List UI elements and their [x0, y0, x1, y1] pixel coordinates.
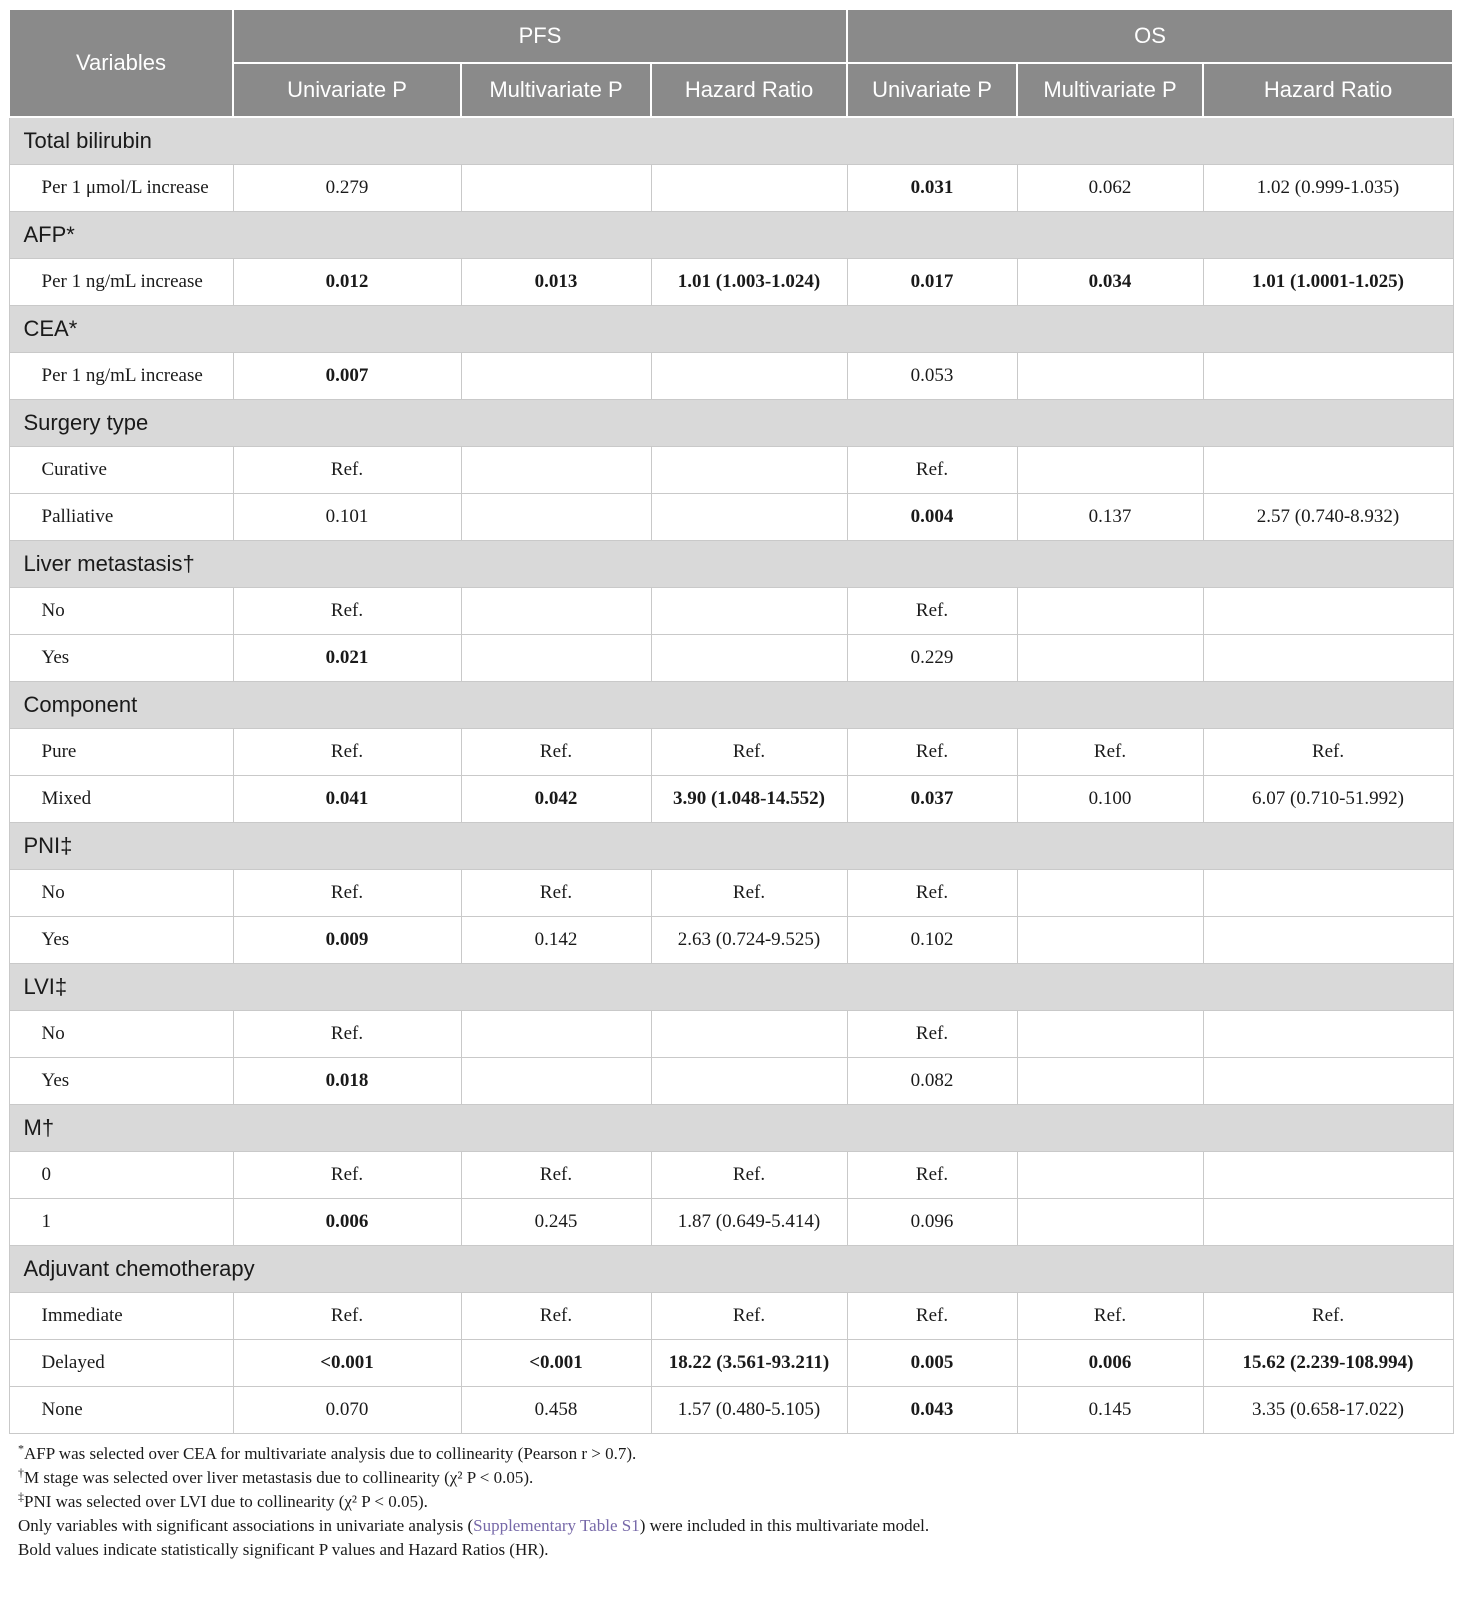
table-row [9, 447, 1453, 494]
value-cell: 0.229 [847, 635, 1017, 682]
row-label: No [9, 1011, 233, 1058]
value-cell: Ref. [233, 1011, 461, 1058]
value-cell: Ref. [847, 870, 1017, 917]
value-cell [1203, 1058, 1453, 1105]
value-cell [1017, 1058, 1203, 1105]
value-cell: 0.053 [847, 353, 1017, 400]
value-cell [651, 1011, 847, 1058]
value-cell: 0.101 [233, 494, 461, 541]
value-cell: Ref. [461, 1293, 651, 1340]
value-cell: 0.017 [847, 259, 1017, 306]
value-cell [1017, 870, 1203, 917]
footnotes [8, 1434, 1452, 1582]
table-row [9, 1199, 1453, 1246]
value-cell: 2.63 (0.724-9.525) [651, 917, 847, 964]
value-cell [651, 494, 847, 541]
value-cell: 0.021 [233, 635, 461, 682]
footnote-line: Bold values indicate statistically significant P values and Hazard Ratios (HR). [18, 1540, 549, 1559]
value-cell: 0.062 [1017, 165, 1203, 212]
value-cell [1017, 1152, 1203, 1199]
value-cell: 1.01 (1.0001-1.025) [1203, 259, 1453, 306]
value-cell [461, 635, 651, 682]
value-cell [1017, 353, 1203, 400]
value-cell: 0.102 [847, 917, 1017, 964]
value-cell: 0.013 [461, 259, 651, 306]
value-cell: Ref. [461, 729, 651, 776]
table-row [9, 259, 1453, 306]
value-cell: 3.90 (1.048-14.552) [651, 776, 847, 823]
value-cell: 1.01 (1.003-1.024) [651, 259, 847, 306]
value-cell [461, 1011, 651, 1058]
footnote-marker: † [18, 1465, 24, 1480]
value-cell: Ref. [233, 870, 461, 917]
table-header [9, 9, 1453, 117]
row-label: Yes [9, 917, 233, 964]
section-row [9, 1246, 1453, 1293]
value-cell [1017, 447, 1203, 494]
value-cell: 1.02 (0.999-1.035) [1203, 165, 1453, 212]
value-cell: 0.034 [1017, 259, 1203, 306]
value-cell [1203, 917, 1453, 964]
value-cell [1017, 635, 1203, 682]
value-cell [651, 165, 847, 212]
row-label: Palliative [9, 494, 233, 541]
section-row [9, 541, 1453, 588]
section-title: M† [9, 1105, 1453, 1152]
value-cell: 0.031 [847, 165, 1017, 212]
footnote-line: *AFP was selected over CEA for multivariate analysis due to collinearity (Pearson r > 0.7). [18, 1441, 637, 1463]
section-row [9, 306, 1453, 353]
section-row [9, 964, 1453, 1011]
row-label: Pure [9, 729, 233, 776]
supplementary-table-link[interactable]: Supplementary Table S1 [473, 1516, 640, 1535]
table-row [9, 1011, 1453, 1058]
value-cell: Ref. [233, 588, 461, 635]
section-title: Total bilirubin [9, 117, 1453, 165]
group-header-os: OS [847, 9, 1453, 63]
value-cell [1017, 1199, 1203, 1246]
row-label: No [9, 870, 233, 917]
row-label: 0 [9, 1152, 233, 1199]
value-cell: 1.87 (0.649-5.414) [651, 1199, 847, 1246]
section-row [9, 117, 1453, 165]
table-row [9, 1340, 1453, 1387]
value-cell: 0.245 [461, 1199, 651, 1246]
section-title: Liver metastasis† [9, 541, 1453, 588]
row-label: Delayed [9, 1340, 233, 1387]
row-label: 1 [9, 1199, 233, 1246]
value-cell: <0.001 [461, 1340, 651, 1387]
footnote-marker: ‡ [18, 1489, 24, 1504]
value-cell: Ref. [847, 1152, 1017, 1199]
column-header-pfs-univariate-p: Univariate P [233, 63, 461, 117]
value-cell: 0.004 [847, 494, 1017, 541]
value-cell [461, 165, 651, 212]
value-cell: 0.042 [461, 776, 651, 823]
section-row [9, 1105, 1453, 1152]
value-cell: 0.070 [233, 1387, 461, 1434]
table-row [9, 1293, 1453, 1340]
value-cell [1017, 917, 1203, 964]
column-header-os-multivariate-p: Multivariate P [1017, 63, 1203, 117]
section-row [9, 823, 1453, 870]
results-table [8, 8, 1454, 1434]
value-cell [1203, 1011, 1453, 1058]
value-cell: Ref. [1017, 729, 1203, 776]
row-label: Yes [9, 1058, 233, 1105]
value-cell [1203, 1199, 1453, 1246]
value-cell: 3.35 (0.658-17.022) [1203, 1387, 1453, 1434]
value-cell: 0.279 [233, 165, 461, 212]
value-cell: Ref. [461, 870, 651, 917]
row-label: Immediate [9, 1293, 233, 1340]
section-title: Surgery type [9, 400, 1453, 447]
table-row [9, 1152, 1453, 1199]
table-row [9, 917, 1453, 964]
value-cell: 0.043 [847, 1387, 1017, 1434]
value-cell [461, 353, 651, 400]
value-cell [651, 635, 847, 682]
table-row [9, 588, 1453, 635]
value-cell: Ref. [233, 1152, 461, 1199]
table-row [9, 1387, 1453, 1434]
value-cell: <0.001 [233, 1340, 461, 1387]
value-cell [1203, 635, 1453, 682]
table-row [9, 494, 1453, 541]
value-cell: Ref. [651, 1293, 847, 1340]
column-header-os-hazard-ratio: Hazard Ratio [1203, 63, 1453, 117]
value-cell [461, 447, 651, 494]
row-label: Curative [9, 447, 233, 494]
column-header-os-univariate-p: Univariate P [847, 63, 1017, 117]
value-cell [1203, 1152, 1453, 1199]
section-title: PNI‡ [9, 823, 1453, 870]
value-cell: 0.458 [461, 1387, 651, 1434]
value-cell: Ref. [651, 729, 847, 776]
group-header-pfs: PFS [233, 9, 847, 63]
column-header-variables: Variables [9, 9, 233, 117]
value-cell [651, 1058, 847, 1105]
value-cell: 0.145 [1017, 1387, 1203, 1434]
table-body [9, 117, 1453, 1434]
value-cell [461, 588, 651, 635]
table-row [9, 1058, 1453, 1105]
footnote-line: ‡PNI was selected over LVI due to collinearity (χ² P < 0.05). [18, 1489, 428, 1511]
table-row [9, 776, 1453, 823]
value-cell [1017, 1011, 1203, 1058]
value-cell: 0.012 [233, 259, 461, 306]
value-cell: 6.07 (0.710-51.992) [1203, 776, 1453, 823]
row-label: Per 1 ng/mL increase [9, 353, 233, 400]
value-cell: Ref. [1017, 1293, 1203, 1340]
value-cell [1203, 353, 1453, 400]
value-cell: 0.009 [233, 917, 461, 964]
value-cell [1203, 870, 1453, 917]
row-label: Mixed [9, 776, 233, 823]
table-row [9, 635, 1453, 682]
value-cell: 0.100 [1017, 776, 1203, 823]
footnote-line: †M stage was selected over liver metastasis due to collinearity (χ² P < 0.05). [18, 1465, 534, 1487]
row-label: None [9, 1387, 233, 1434]
value-cell: 0.096 [847, 1199, 1017, 1246]
value-cell: Ref. [651, 1152, 847, 1199]
table-row [9, 165, 1453, 212]
value-cell: Ref. [1203, 729, 1453, 776]
value-cell: Ref. [847, 729, 1017, 776]
value-cell: Ref. [847, 447, 1017, 494]
section-title: AFP* [9, 212, 1453, 259]
value-cell: Ref. [1203, 1293, 1453, 1340]
value-cell: Ref. [233, 447, 461, 494]
value-cell: 0.142 [461, 917, 651, 964]
value-cell: Ref. [233, 1293, 461, 1340]
value-cell [1203, 447, 1453, 494]
section-row [9, 682, 1453, 729]
value-cell [651, 447, 847, 494]
value-cell: Ref. [233, 729, 461, 776]
footnote-marker: * [18, 1441, 24, 1456]
value-cell: Ref. [847, 588, 1017, 635]
value-cell: 0.006 [1017, 1340, 1203, 1387]
table-row [9, 870, 1453, 917]
value-cell [1203, 588, 1453, 635]
value-cell: Ref. [651, 870, 847, 917]
value-cell: 1.57 (0.480-5.105) [651, 1387, 847, 1434]
value-cell: 0.041 [233, 776, 461, 823]
section-row [9, 400, 1453, 447]
row-label: Per 1 ng/mL increase [9, 259, 233, 306]
value-cell: 2.57 (0.740-8.932) [1203, 494, 1453, 541]
value-cell: 0.037 [847, 776, 1017, 823]
table-row [9, 353, 1453, 400]
row-label: Per 1 μmol/L increase [9, 165, 233, 212]
section-title: CEA* [9, 306, 1453, 353]
value-cell: 0.082 [847, 1058, 1017, 1105]
value-cell [1017, 588, 1203, 635]
value-cell: 0.005 [847, 1340, 1017, 1387]
value-cell: Ref. [847, 1293, 1017, 1340]
value-cell: 18.22 (3.561-93.211) [651, 1340, 847, 1387]
section-title: Adjuvant chemotherapy [9, 1246, 1453, 1293]
value-cell: Ref. [461, 1152, 651, 1199]
value-cell: 0.006 [233, 1199, 461, 1246]
table-row [9, 729, 1453, 776]
column-header-pfs-multivariate-p: Multivariate P [461, 63, 651, 117]
value-cell [651, 353, 847, 400]
value-cell: 0.137 [1017, 494, 1203, 541]
column-header-pfs-hazard-ratio: Hazard Ratio [651, 63, 847, 117]
value-cell: 0.018 [233, 1058, 461, 1105]
row-label: Yes [9, 635, 233, 682]
value-cell: 0.007 [233, 353, 461, 400]
value-cell: 15.62 (2.239-108.994) [1203, 1340, 1453, 1387]
row-label: No [9, 588, 233, 635]
value-cell [461, 494, 651, 541]
section-row [9, 212, 1453, 259]
footnote-line: Only variables with significant associations in univariate analysis (Supplementary Table S1) were included in this multivariate model. [18, 1516, 930, 1535]
value-cell [461, 1058, 651, 1105]
section-title: Component [9, 682, 1453, 729]
value-cell: Ref. [847, 1011, 1017, 1058]
section-title: LVI‡ [9, 964, 1453, 1011]
value-cell [651, 588, 847, 635]
